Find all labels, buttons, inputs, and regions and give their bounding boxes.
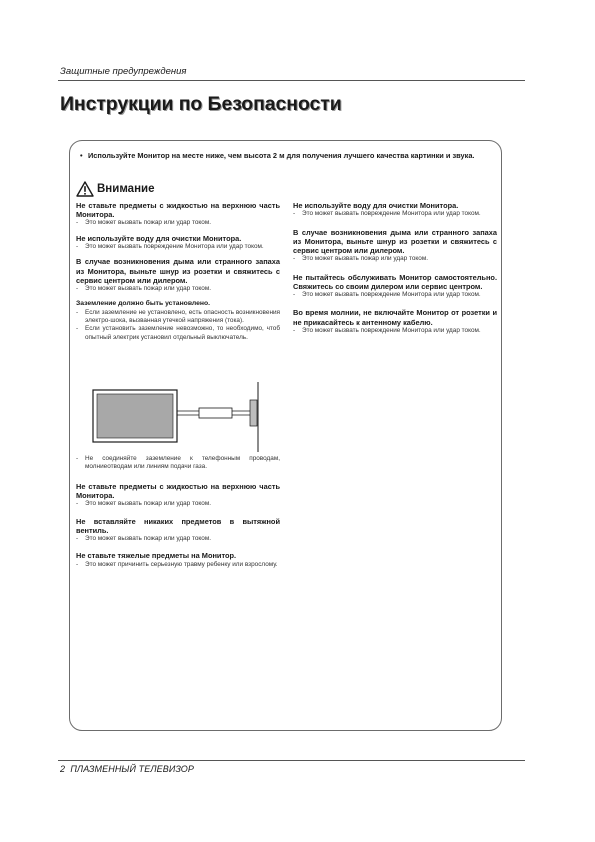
- safety-heading: Не используйте воду для очистки Монитора.: [293, 201, 459, 210]
- safety-item: [293, 273, 497, 300]
- left-column: [76, 201, 280, 348]
- safety-item: [293, 201, 497, 219]
- caution-label: Внимание: [97, 183, 155, 195]
- header-rule: [58, 80, 525, 81]
- safety-heading: Заземление должно быть установлено.: [76, 300, 211, 308]
- safety-heading: Во время молнии, не включайте Монитор от розетки и не прикасайтесь к антенному кабелю.: [293, 308, 497, 327]
- safety-heading: Не используйте воду для очистки Монитора.: [76, 233, 242, 243]
- safety-note: - Это может вызвать пожар или удар током.: [76, 500, 212, 508]
- safety-note: - Это может вызвать повреждение Монитора или удар током.: [293, 326, 481, 334]
- monitor-illustration: [93, 390, 177, 442]
- safety-note: - Не соединяйте заземление к телефонным проводам, молниеотводам или линиям подачи газа.: [76, 455, 280, 471]
- safety-heading: Не пытайтесь обслуживать Монитор самостоятельно. Свяжитесь со своим дилером или сервис центром.: [293, 272, 497, 291]
- warning-triangle-icon: [76, 181, 94, 197]
- safety-note: - Это может вызвать пожар или удар током.: [293, 255, 429, 263]
- safety-item: [76, 234, 280, 252]
- safety-item: [76, 299, 280, 342]
- safety-item: [76, 517, 280, 544]
- safety-heading: Не ставьте предметы с жидкостью на верхнюю часть Монитора.: [76, 481, 280, 501]
- wall-outlet-illustration: [250, 382, 258, 452]
- safety-note: - Если установить заземление невозможно, то необходимо, чтоб опытный электрик установил отдельный выключатель.: [76, 325, 280, 341]
- intro-note: [80, 151, 485, 161]
- safety-heading: Не ставьте предметы с жидкостью на верхнюю часть Монитора.: [76, 201, 280, 220]
- safety-heading: В случае возникновения дыма или странного запаха из Монитора, выньте шнур из розетки и свяжитесь с сервис центром или дилером.: [76, 257, 280, 285]
- safety-note: - Это может вызвать повреждение Монитора или удар током.: [293, 210, 481, 218]
- safety-note: - Это может причинить серьезную травму ребенку или взрослому.: [76, 560, 278, 568]
- intro-text: Используйте Монитор на месте ниже, чем высота 2 м для получения лучшего качества картинки и звука.: [88, 151, 475, 160]
- intro-bullet: •: [80, 151, 83, 160]
- safety-note: - Это может вызвать повреждение Монитора или удар током.: [293, 291, 481, 299]
- safety-item: [76, 455, 280, 472]
- safety-note: - Это может вызвать пожар или удар током.: [76, 219, 212, 227]
- safety-item: [76, 482, 280, 509]
- footer-title: ПЛАЗМЕННЫЙ ТЕЛЕВИЗОР: [70, 764, 194, 774]
- safety-note: - Это может вызвать пожар или удар током.: [76, 285, 212, 293]
- page-number: 2: [60, 764, 66, 774]
- safety-item: [76, 201, 280, 228]
- safety-item: [293, 308, 497, 335]
- caution-heading: [76, 180, 154, 198]
- safety-note: - Это может вызвать повреждение Монитора или удар током.: [76, 243, 264, 251]
- running-header: Защитные предупреждения: [60, 66, 187, 77]
- grounding-illustration: [88, 382, 268, 452]
- safety-item: [293, 228, 497, 264]
- left-column-continued: [76, 455, 280, 575]
- page-footer: [60, 764, 194, 774]
- safety-item: [76, 551, 280, 569]
- safety-item: [76, 257, 280, 293]
- ground-wire-illustration: [177, 408, 250, 418]
- safety-note: - Если заземление не установлено, есть опасность возникновения электро-шока, вызванная утечкой напряжения (тока).: [76, 308, 280, 325]
- safety-heading: Не ставьте тяжелые предметы на Монитор.: [76, 551, 237, 561]
- page-title: Инструкции по Безопасности: [60, 93, 342, 115]
- safety-note: - Это может вызвать пожар или удар током.: [76, 535, 212, 543]
- safety-heading: В случае возникновения дыма или странного запаха из Монитора, выньте шнур из розетки и свяжитесь с сервис центром или дилером.: [293, 227, 497, 256]
- footer-rule: [58, 760, 525, 761]
- right-column: [293, 201, 497, 341]
- safety-heading: Не вставляйте никаких предметов в вытяжной вентиль.: [76, 516, 280, 535]
